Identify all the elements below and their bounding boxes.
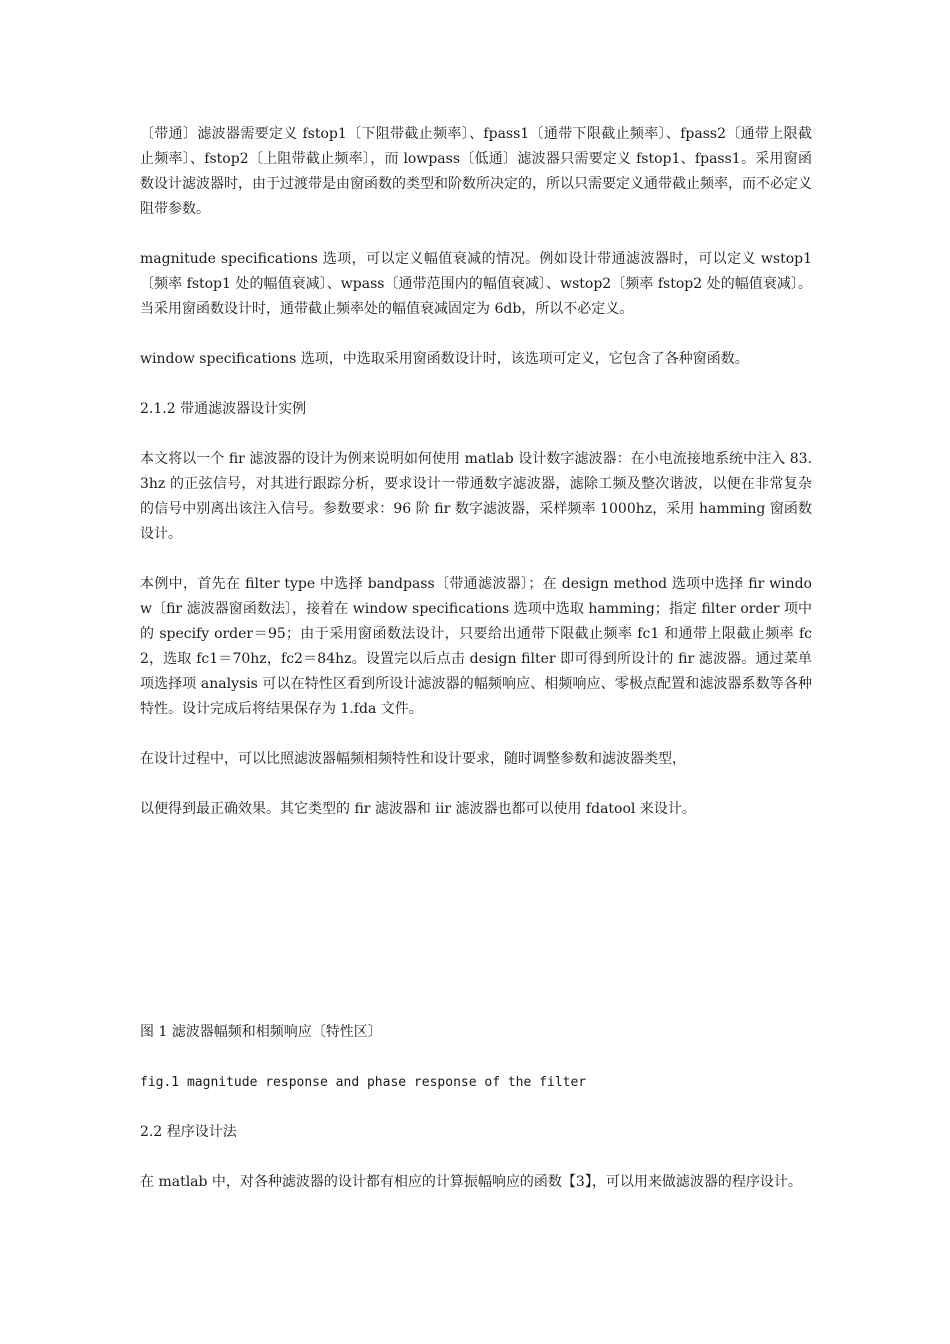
paragraph-example-steps: 本例中，首先在 filter type 中选择 bandpass〔带通滤波器〕；在 design method 选项中选择 fir window〔fir 滤波器窗函数法〕，接着在 window specifications 选项中选取 hamming；指定 filter order 项中的 specify order＝95；由于采用窗函数法设计，只要给出通带下限截止频率 fc1 和通带上限截止频率 fc2，选取 fc1＝70hz，fc2＝84hz。设置完以后点击 design filter 即可得到所设计的 fir 滤波器。通过菜单项选择项 analysis 可以在特性区看到所设计滤波器的幅频响应、相频响应、零极点配置和滤波器系数等各种特性。设计完成后将结果保存为 1.fda 文件。 xyxy=(140,576,812,717)
paragraph-best-result: 以便得到最正确效果。其它类型的 fir 滤波器和 iir 滤波器也都可以使用 fdatool 来设计。 xyxy=(140,801,696,817)
figure-caption-chinese: 图 1 滤波器幅频和相频响应〔特性区〕 xyxy=(140,1024,382,1040)
figure-caption-area xyxy=(140,1020,812,1195)
section-heading-2-2: 2.2 程序设计法 xyxy=(140,1124,237,1140)
paragraph-window-specifications: window specifications 选项，中选取采用窗函数设计时，该选项可定义，它包含了各种窗函数。 xyxy=(140,351,749,367)
document-body xyxy=(140,122,812,822)
paragraph-program-design: 在 matlab 中，对各种滤波器的设计都有相应的计算振幅响应的函数【3】，可以用来做滤波器的程序设计。 xyxy=(140,1174,802,1190)
paragraph-bandpass-definition: 〔带通〕滤波器需要定义 fstop1〔下阻带截止频率〕、fpass1〔通带下限截止频率〕、fpass2〔通带上限截止频率〕、fstop2〔上阻带截止频率〕，而 lowpass〔低通〕滤波器只需要定义 fstop1、fpass1。采用窗函数设计滤波器时，由于过渡带是由窗函数的类型和阶数所决定的，所以只需要定义通带截止频率，而不必定义阻带参数。 xyxy=(140,126,812,217)
paragraph-example-intro: 本文将以一个 fir 滤波器的设计为例来说明如何使用 matlab 设计数字滤波器：在小电流接地系统中注入 83.3hz 的正弦信号，对其进行跟踪分析，要求设计一带通数字滤波器，滤除工频及整次谐波，以便在非常复杂的信号中别离出该注入信号。参数要求：96 阶 fir 数字滤波器，采样频率 1000hz，采用 hamming 窗函数设计。 xyxy=(140,451,812,542)
paragraph-design-process: 在设计过程中，可以比照滤波器幅频相频特性和设计要求，随时调整参数和滤波器类型， xyxy=(140,751,686,767)
figure-caption-english: fig.1 magnitude response and phase response of the filter xyxy=(140,1075,587,1090)
paragraph-magnitude-specifications: magnitude specifications 选项，可以定义幅值衰减的情况。例如设计带通滤波器时，可以定义 wstop1〔频率 fstop1 处的幅值衰减〕、wpass〔通带范围内的幅值衰减〕、wstop2〔频率 fstop2 处的幅值衰减〕。当采用窗函数设计时，通带截止频率处的幅值衰减固定为 6db，所以不必定义。 xyxy=(140,251,812,317)
section-heading-2-1-2: 2.1.2 带通滤波器设计实例 xyxy=(140,401,307,417)
